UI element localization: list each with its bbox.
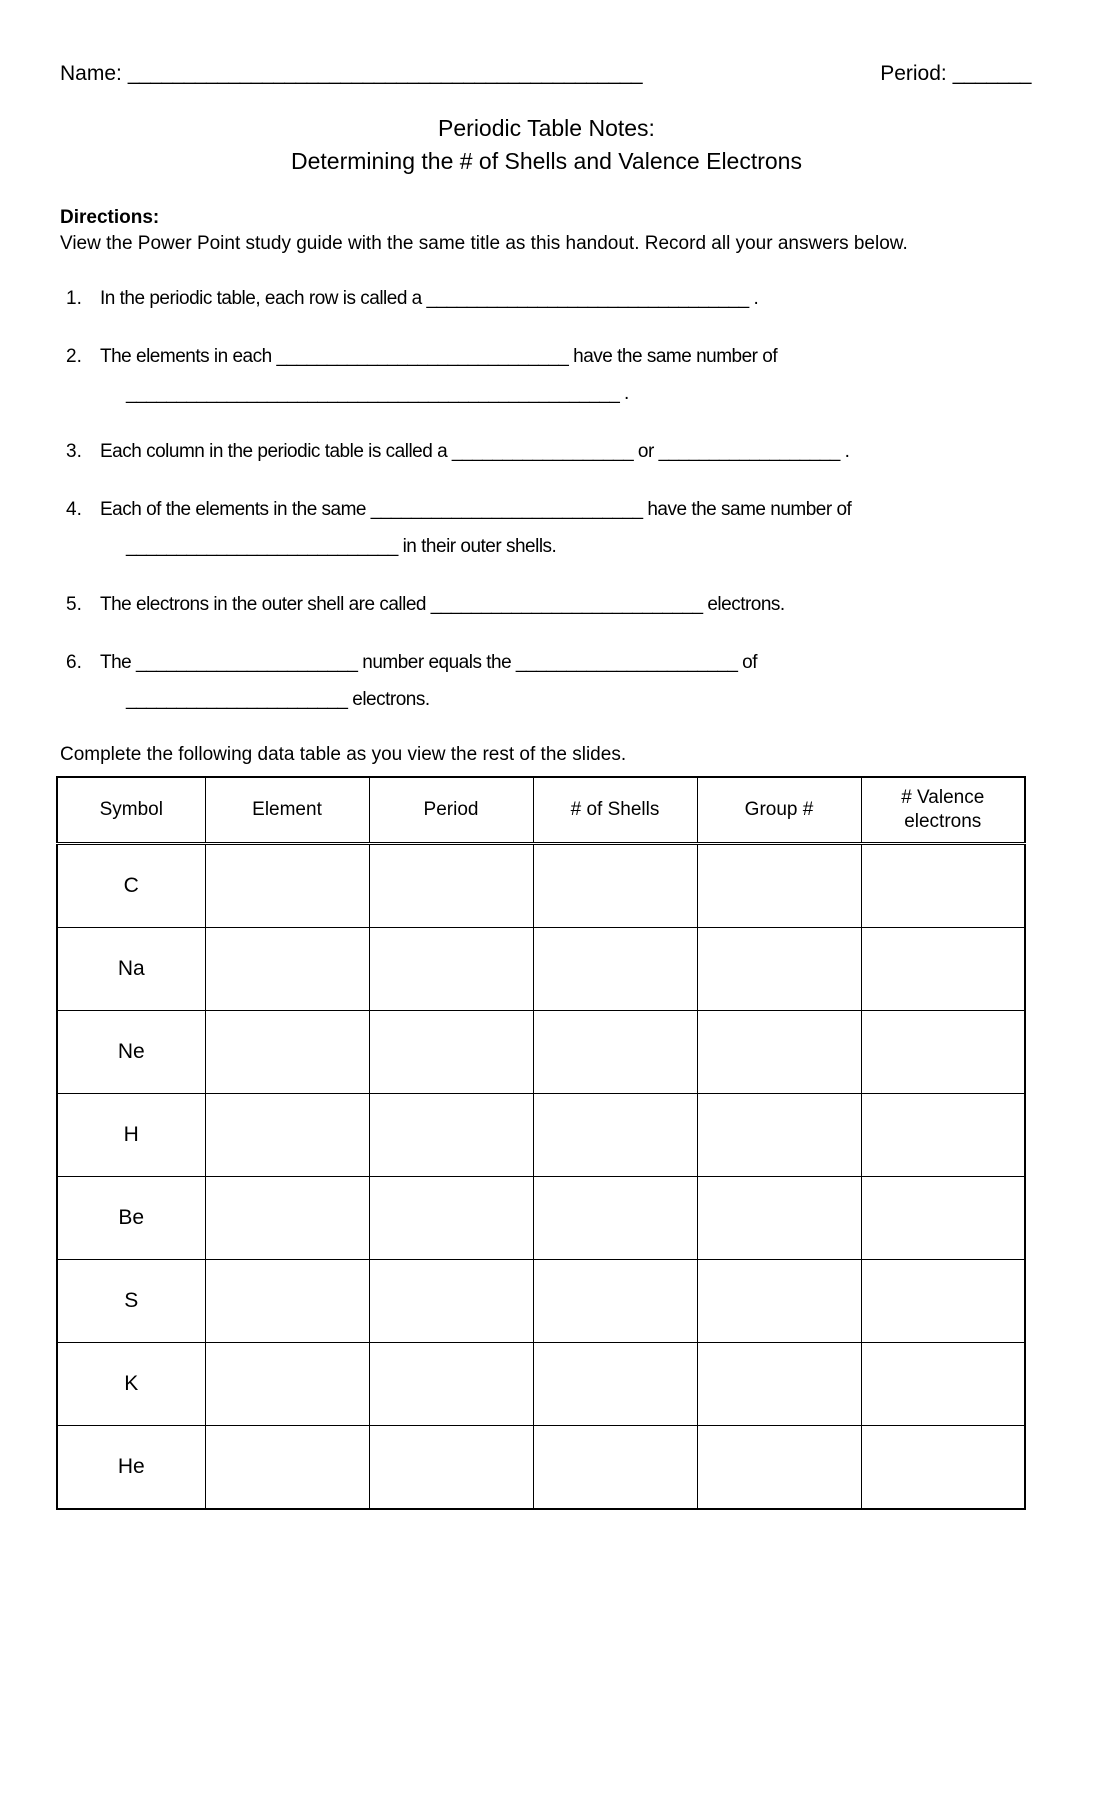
- cell-period[interactable]: [369, 1011, 533, 1094]
- cell-symbol: H: [57, 1094, 205, 1177]
- cell-symbol: K: [57, 1343, 205, 1426]
- cell-symbol: Na: [57, 928, 205, 1011]
- cell-period[interactable]: [369, 1260, 533, 1343]
- cell-valence[interactable]: [861, 1260, 1025, 1343]
- column-header-shells: # of Shells: [533, 777, 697, 844]
- directions-heading: Directions:: [60, 206, 160, 228]
- question-item: [60, 280, 1033, 317]
- cell-valence[interactable]: [861, 1426, 1025, 1510]
- question-item: [60, 644, 1033, 718]
- cell-valence[interactable]: [861, 1177, 1025, 1260]
- name-label: Name:: [60, 62, 122, 85]
- cell-element[interactable]: [205, 1011, 369, 1094]
- question-text: The elements in each _____________________________ have the same number of: [100, 345, 778, 367]
- period-blank-line[interactable]: _______: [952, 62, 1031, 85]
- questions-list: [60, 280, 1033, 718]
- question-text: The electrons in the outer shell are called ___________________________ electrons.: [100, 593, 785, 615]
- table-row: [57, 1426, 1025, 1510]
- table-row: [57, 1011, 1025, 1094]
- cell-element[interactable]: [205, 844, 369, 928]
- cell-shells[interactable]: [533, 1260, 697, 1343]
- cell-valence[interactable]: [861, 1343, 1025, 1426]
- question-text-continued: _________________________________________________ .: [126, 382, 629, 404]
- cell-valence[interactable]: [861, 928, 1025, 1011]
- cell-shells[interactable]: [533, 928, 697, 1011]
- name-field-group: [60, 62, 642, 86]
- cell-element[interactable]: [205, 1177, 369, 1260]
- table-instruction: Complete the following data table as you view the rest of the slides.: [60, 744, 627, 766]
- question-number: 1.: [66, 287, 82, 309]
- cell-period[interactable]: [369, 1426, 533, 1510]
- cell-period[interactable]: [369, 1177, 533, 1260]
- cell-group[interactable]: [697, 1426, 861, 1510]
- name-blank-line[interactable]: ______________________________________________: [127, 62, 643, 85]
- question-number: 6.: [66, 651, 82, 673]
- cell-symbol: S: [57, 1260, 205, 1343]
- cell-shells[interactable]: [533, 1177, 697, 1260]
- title-line-2: Determining the # of Shells and Valence Electrons: [291, 148, 802, 175]
- cell-shells[interactable]: [533, 1426, 697, 1510]
- cell-symbol: C: [57, 844, 205, 928]
- table-row: [57, 1094, 1025, 1177]
- question-item: [60, 338, 1033, 412]
- cell-valence[interactable]: [861, 1011, 1025, 1094]
- table-header-row: [57, 777, 1025, 844]
- cell-valence[interactable]: [861, 844, 1025, 928]
- column-header-group: Group #: [697, 777, 861, 844]
- question-text-continued: ___________________________ in their outer shells.: [126, 535, 557, 557]
- question-number: 4.: [66, 498, 82, 520]
- column-header-element: Element: [205, 777, 369, 844]
- question-number: 3.: [66, 440, 82, 462]
- cell-group[interactable]: [697, 1177, 861, 1260]
- cell-group[interactable]: [697, 1011, 861, 1094]
- period-field-group: [880, 62, 1033, 86]
- table-row: [57, 1343, 1025, 1426]
- table-row: [57, 928, 1025, 1011]
- question-item: [60, 491, 1033, 565]
- student-info-row: [60, 62, 1033, 86]
- directions-text: View the Power Point study guide with the same title as this handout. Record all your answers below.: [60, 232, 908, 254]
- question-text: In the periodic table, each row is called a ________________________________ .: [100, 287, 759, 309]
- cell-element[interactable]: [205, 1343, 369, 1426]
- cell-group[interactable]: [697, 844, 861, 928]
- question-text: The ______________________ number equals the ______________________ of: [100, 651, 758, 673]
- page-title: [60, 112, 1033, 179]
- table-row: [57, 1177, 1025, 1260]
- cell-period[interactable]: [369, 1343, 533, 1426]
- cell-group[interactable]: [697, 1343, 861, 1426]
- question-text: Each of the elements in the same ___________________________ have the same number of: [100, 498, 852, 520]
- cell-group[interactable]: [697, 1260, 861, 1343]
- cell-shells[interactable]: [533, 1094, 697, 1177]
- cell-group[interactable]: [697, 1094, 861, 1177]
- table-row: [57, 1260, 1025, 1343]
- cell-period[interactable]: [369, 928, 533, 1011]
- cell-period[interactable]: [369, 1094, 533, 1177]
- cell-valence[interactable]: [861, 1094, 1025, 1177]
- cell-element[interactable]: [205, 928, 369, 1011]
- cell-shells[interactable]: [533, 1343, 697, 1426]
- title-line-1: Periodic Table Notes:: [438, 115, 655, 141]
- table-row: [57, 844, 1025, 928]
- question-number: 2.: [66, 345, 82, 367]
- cell-shells[interactable]: [533, 844, 697, 928]
- cell-symbol: He: [57, 1426, 205, 1510]
- question-item: [60, 586, 1033, 623]
- cell-element[interactable]: [205, 1094, 369, 1177]
- column-header-valence-electrons: # Valence electrons: [861, 777, 1025, 844]
- cell-symbol: Be: [57, 1177, 205, 1260]
- question-item: [60, 433, 1033, 470]
- cell-period[interactable]: [369, 844, 533, 928]
- question-text-continued: ______________________ electrons.: [126, 689, 430, 711]
- cell-element[interactable]: [205, 1426, 369, 1510]
- element-data-table: [56, 776, 1026, 1510]
- cell-element[interactable]: [205, 1260, 369, 1343]
- column-header-period: Period: [369, 777, 533, 844]
- column-header-symbol: Symbol: [57, 777, 205, 844]
- question-number: 5.: [66, 593, 82, 615]
- cell-shells[interactable]: [533, 1011, 697, 1094]
- cell-group[interactable]: [697, 928, 861, 1011]
- question-text: Each column in the periodic table is called a __________________ or __________________ .: [100, 440, 850, 462]
- cell-symbol: Ne: [57, 1011, 205, 1094]
- period-label: Period:: [880, 62, 947, 85]
